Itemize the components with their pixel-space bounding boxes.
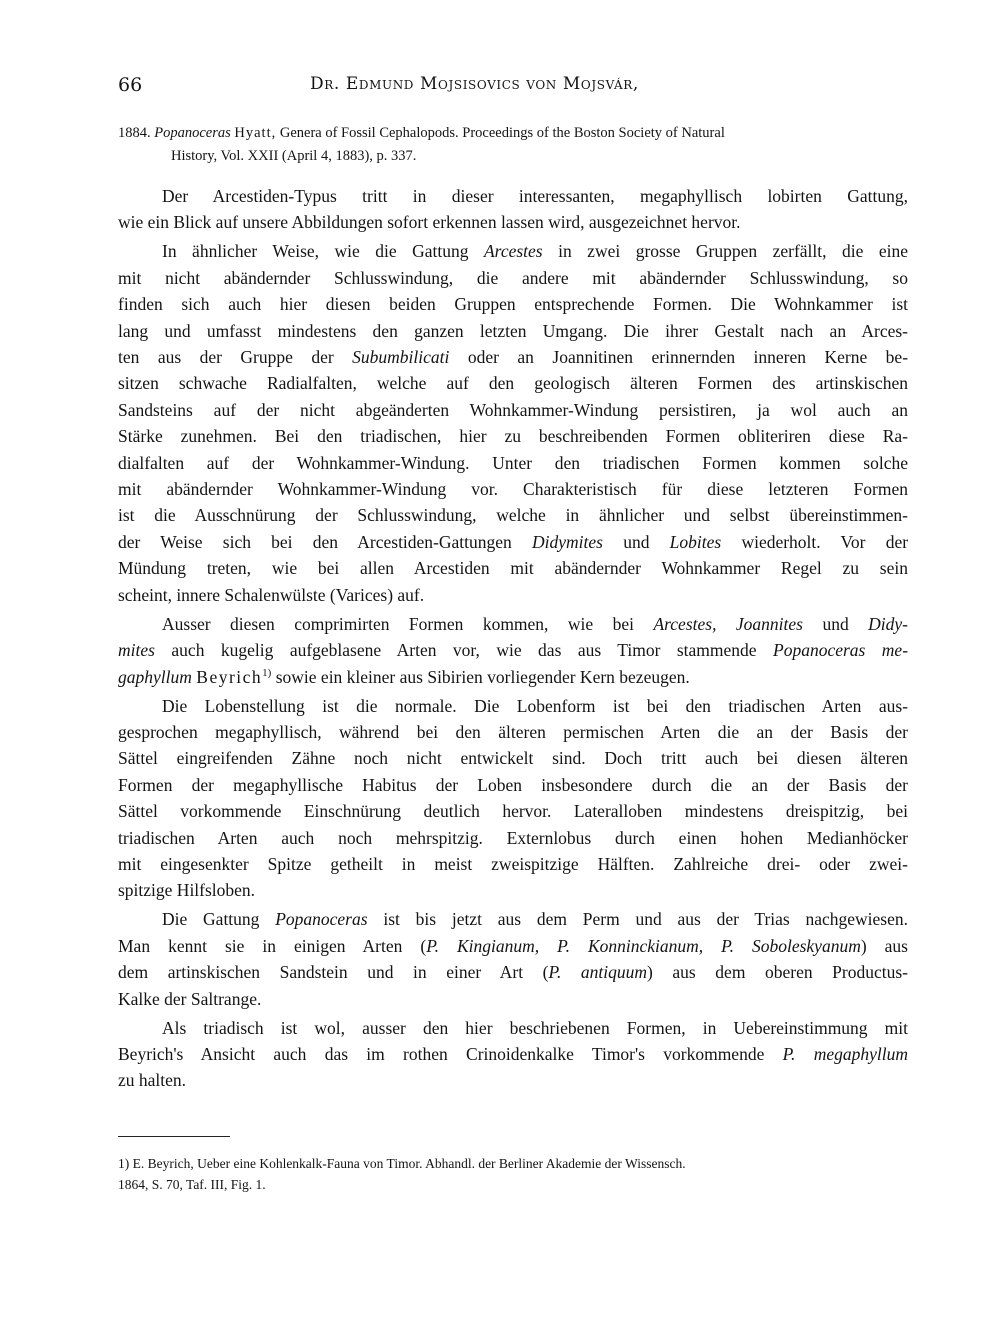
text-line: Beyrich's Ansicht auch das im rothen Crinoidenkalke Timor's vorkommende P. megaphyllum: [118, 1043, 908, 1064]
text-line: ten aus der Gruppe der Subumbilicati oder an Joannitinen erinnernden inneren Kerne be-: [118, 347, 909, 368]
text-line: Kalke der Saltrange.: [118, 988, 262, 1009]
text-line: finden sich auch hier diesen beiden Gruppen entsprechende Formen. Die Wohnkammer ist: [118, 294, 908, 315]
text-line: der Weise sich bei den Arcestiden-Gattungen Didymites und Lobites wiederholt. Vor der: [118, 531, 909, 552]
text-line: Sättel vorkommende Einschnürung deutlich hervor. Lateralloben mindestens dreispitzig, bei: [118, 801, 908, 822]
text-line: dialfalten auf der Wohnkammer-Windung. Unter den triadischen Formen kommen solche: [118, 452, 908, 473]
paragraph-6: [118, 1015, 908, 1094]
footnote-line: 1864, S. 70, Taf. III, Fig. 1.: [118, 1177, 266, 1192]
text-line: gesprochen megaphyllisch, während bei den älteren permischen Arten die an der Basis der: [118, 721, 908, 742]
citation: [118, 122, 908, 168]
text-line: ist die Ausschnürung der Schlusswindung, welche in ähnlicher und selbst übereinstimmen-: [118, 505, 908, 526]
footnote: [118, 1153, 908, 1195]
text-line: scheint, innere Schalenwülste (Varices) auf.: [118, 584, 425, 605]
text-line: Als triadisch ist wol, ausser den hier beschriebenen Formen, in Uebereinstimmung mit: [162, 1017, 908, 1038]
text-line: gaphyllum Beyrich$^{1)}$ sowie ein kleiner aus Sibirien vorliegender Kern bezeugen.: [118, 666, 690, 687]
footnote-rule: [118, 1136, 230, 1137]
paragraph-3: [118, 611, 908, 690]
text-line: Ausser diesen comprimirten Formen kommen, wie bei Arcestes, Joannites und Didy-: [162, 613, 908, 634]
citation-year: 1884.: [118, 125, 151, 141]
citation-line: History, Vol. XXII (April 4, 1883), p. 337.: [171, 148, 417, 164]
citation-author: Hyatt,: [234, 125, 277, 141]
paragraph-5: [118, 906, 908, 1012]
text-line: sitzen schwache Radialfalten, welche auf den geologisch älteren Formen des artinskischen: [118, 373, 908, 394]
paragraph-2: [118, 238, 908, 608]
text-line: Sandsteins auf der nicht abgeänderten Wohnkammer-Windung persistiren, ja wol auch an: [118, 399, 908, 420]
text-line: zu halten.: [118, 1070, 187, 1091]
citation-genus: Popanoceras: [154, 125, 231, 141]
footnote-line: 1) E. Beyrich, Ueber eine Kohlenkalk-Fauna von Timor. Abhandl. der Berliner Akademie der Wissensch.: [118, 1156, 686, 1171]
text-line: mit eingesenkter Spitze getheilt in meist zweispitzige Hälften. Zahlreiche drei- oder zwei-: [118, 853, 908, 874]
text-line: lang und umfasst mindestens den ganzen letzten Umgang. Die ihrer Gestalt nach an Arces-: [118, 320, 908, 341]
text-line: spitzige Hilfsloben.: [118, 880, 256, 901]
citation-title: Genera of Fossil Cephalopods. Proceedings of the Boston Society of Natural: [279, 125, 725, 141]
text-line: Sättel eingreifenden Zähne noch nicht entwickelt sind. Doch tritt auch bei diesen älteren: [118, 748, 908, 769]
text-line: Mündung treten, wie bei allen Arcestiden mit abändernder Wohnkammer Regel zu sein: [118, 558, 908, 579]
running-title: Dr. Edmund Mojsisovics von Mojsvár,: [310, 74, 639, 94]
text-line: Der Arcestiden-Typus tritt in dieser interessanten, megaphyllisch lobirten Gattung,: [162, 186, 908, 206]
text-line: dem artinskischen Sandstein und in einer Art (P. antiquum) aus dem oberen Productus-: [118, 962, 909, 983]
body-text: [118, 183, 908, 1094]
citation-line: [118, 122, 908, 145]
text-line: Formen der megaphyllische Habitus der Loben insbesondere durch die an der Basis der: [118, 774, 908, 795]
paragraph-4: [118, 693, 908, 904]
text-line: mites auch kugelig aufgeblasene Arten vor, wie das aus Timor stammende Popanoceras me-: [118, 640, 909, 661]
text-line: triadischen Arten auch noch mehrspitzig. Externlobus durch einen hohen Medianhöcker: [118, 827, 908, 848]
page-header: [118, 74, 908, 100]
text-line: Die Lobenstellung ist die normale. Die Lobenform ist bei den triadischen Arten aus-: [162, 695, 908, 716]
text-line: In ähnlicher Weise, wie die Gattung Arcestes in zwei grosse Gruppen zerfällt, die eine: [162, 241, 909, 262]
page-number: 66: [118, 74, 143, 96]
text-line: mit nicht abändernder Schlusswindung, die andere mit abändernder Schlusswindung, so: [118, 267, 908, 288]
text-line: Die Gattung Popanoceras ist bis jetzt aus dem Perm und aus der Trias nachgewiesen.: [162, 909, 909, 930]
text-line: Stärke zunehmen. Bei den triadischen, hier zu beschreibenden Formen obliteriren diese Ra-: [118, 426, 908, 447]
paragraph-1: [118, 183, 908, 236]
text-line: Man kennt sie in einigen Arten (P. Kingianum, P. Konninckianum, P. Soboleskyanum) aus: [118, 935, 908, 956]
footnote-marker: 1): [262, 666, 272, 679]
text-line: wie ein Blick auf unsere Abbildungen sofort erkennen lassen wird, ausgezeichnet hervor.: [118, 212, 741, 233]
text-line: mit abändernder Wohnkammer-Windung vor. Charakteristisch für diese letzteren Formen: [118, 479, 908, 500]
